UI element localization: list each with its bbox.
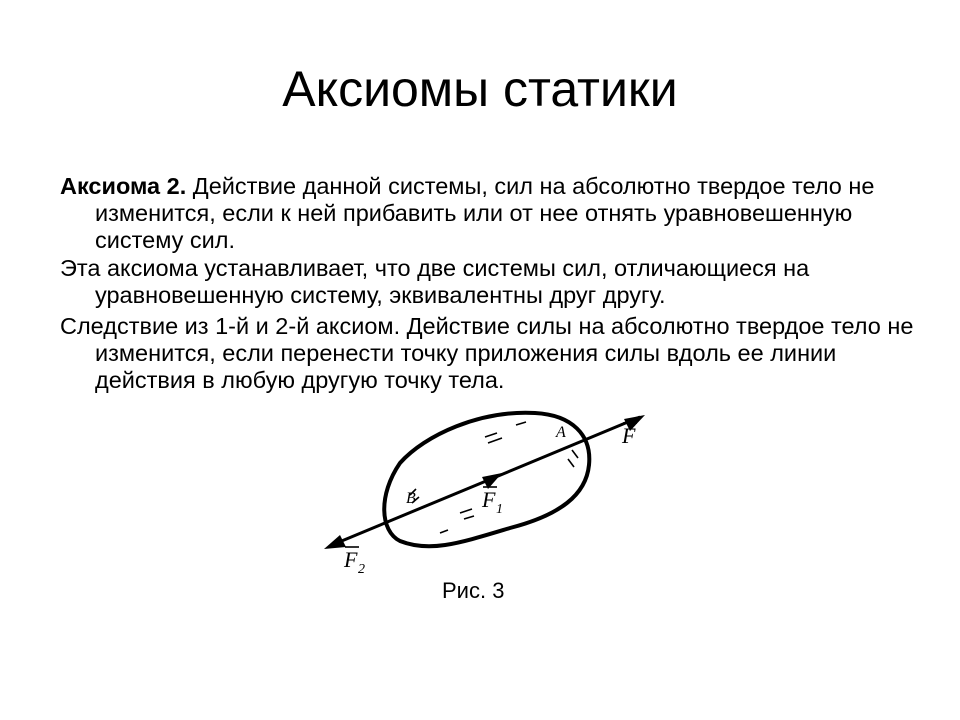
corollary-paragraph: Следствие из 1-й и 2-й аксиом. Действие силы на абсолютно твердое тело не изменится, если перенести точку приложения силы вдоль ее линии действия в любую другую точку тела. — [60, 313, 914, 393]
force-transfer-diagram — [310, 395, 670, 580]
label-point-b: B — [406, 490, 416, 507]
label-force-f1-sub: 1 — [496, 502, 503, 517]
slide-title: Аксиомы статики — [282, 61, 678, 117]
label-force-f2-sub: 2 — [358, 562, 365, 577]
figure-caption: Рис. 3 — [442, 578, 505, 603]
label-point-a: A — [556, 424, 566, 441]
axiom-explanation-paragraph: Эта аксиома устанавливает, что две системы сил, отличающиеся на уравновешенную систему, эквивалентны друг другу. — [60, 255, 810, 308]
label-force-f2: F — [344, 547, 358, 572]
axiom-2-label: Аксиома 2. — [60, 173, 187, 199]
axiom-2-paragraph — [60, 173, 925, 254]
label-force-f: F — [622, 423, 636, 448]
label-force-f1: F — [482, 487, 496, 512]
axiom-2-text: Действие данной системы, сил на абсолютно твердое тело не изменится, если к ней прибавить или от нее отнять уравновешенную систему сил. — [95, 173, 875, 253]
arrow-f2-head — [324, 535, 346, 549]
